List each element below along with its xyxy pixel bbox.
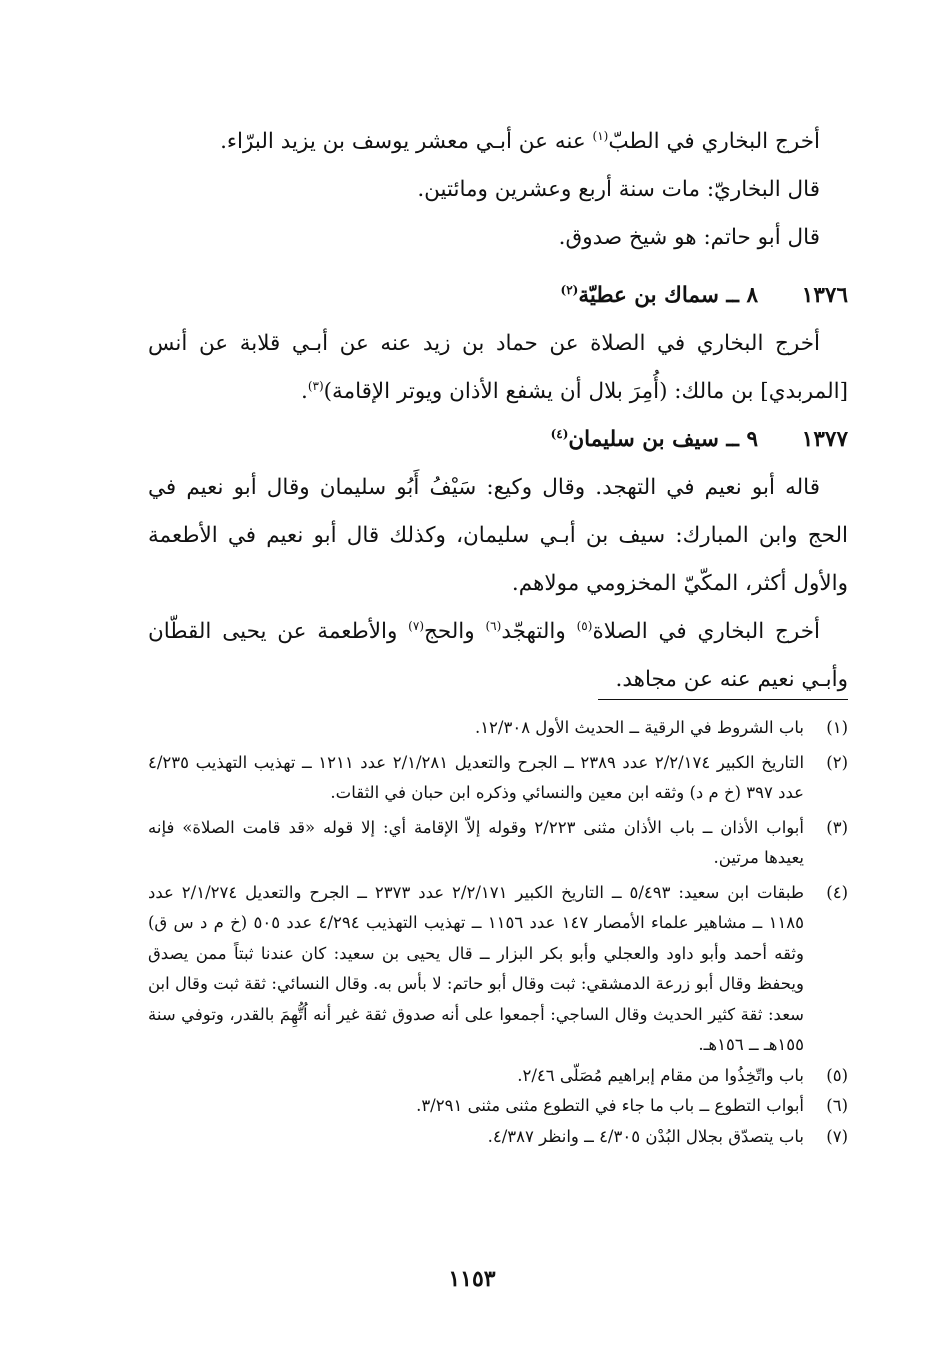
- footnote-ref-5[interactable]: (٥): [576, 618, 593, 633]
- footnote-separator: [598, 699, 848, 700]
- entry-name: ٩ ــ سيف بن سليمان$^{(٤)}$: [550, 426, 758, 452]
- footnote-text: طبقات ابن سعيد: ٥/٤٩٣ ــ التاريخ الكبير ٢/٢/١٧١ عدد ٢٣٧٣ ــ الجرح والتعديل ٢/١/٢٧٤ عدد ١١٨٥ ــ مشاهير علماء الأمصار ١٤٧ عدد ١١٥٦ ــ تهذيب التهذيب ٤/٢٩٤ عدد ٥٠٥ (خ م د س ق) وثقه أحمد وأبو داود والعجلي وأبو بكر البزار ــ قال يحيى بن سعيد: كان عندنا ثبتاً ممن يصدق ويحفظ وقال أبو زرعة الدمشقي: ثبت وقال أبو حاتم: لا بأس به. وقال النسائي: ثقة ثبت وقال ابن سعد: ثقة كثير الحديث وقال الساجي: أجمعوا على أنه صدوق ثقة غير أنه اُتُّهِمَ بالقدر، وتوفي سنة ١٥٥هـ ــ ١٥٦هـ.: [148, 882, 805, 1054]
- footnote-1: [148, 713, 848, 744]
- entry-number: ١٣٧٦: [801, 283, 848, 308]
- footnote-4: [148, 878, 848, 1061]
- footnote-text: باب واتّخِذُوا من مقام إبراهيم مُصَلّى ٢/٤٦.: [517, 1065, 804, 1085]
- footnote-ref-6[interactable]: (٦): [485, 618, 502, 633]
- footnote-5: [148, 1061, 848, 1092]
- footnote-mark: (٤): [826, 882, 848, 902]
- main-text: [148, 118, 848, 704]
- footnote-6: [148, 1091, 848, 1122]
- footnote-text: باب يتصدّق بجلال البُدْن ٤/٣٠٥ ــ وانظر ٤/٣٨٧.: [487, 1126, 804, 1146]
- footnote-2: [148, 748, 848, 809]
- footnote-mark: (٦): [826, 1096, 848, 1115]
- paragraph-6: أخرج البخاري في الصلاة$^{(٥)}$ والتهجّد$^{(٦)}$ والحج$^{(٧)}$ والأطعمة عن يحيى القطّان وأبـي نعيم عنه عن مجاهد.: [148, 618, 848, 692]
- footnote-mark: (٥): [826, 1065, 848, 1085]
- paragraph-1: أخرج البخاري في الطبّ$^{(١)}$ عنه عن أبـي معشر يوسف بن يزيد البرّاء.: [220, 128, 820, 154]
- paragraph-4: أخرج البخاري في الصلاة عن حماد بن زيد عنه عن أبـي قلابة عن أنس [المربدي] بن مالك: (أُمِرَ بلال أن يشفع الأذان ويوتر الإقامة)$^{(٣)}$.: [148, 331, 848, 404]
- footnote-text: أبواب التطوع ــ باب ما جاء في التطوع مثنى مثنى ٣/٢٩١.: [416, 1096, 804, 1115]
- footnote-ref-2[interactable]: (٢): [560, 282, 579, 297]
- entry-number: ١٣٧٧: [801, 427, 848, 452]
- entry-heading-1376: [148, 272, 848, 320]
- footnote-ref-1[interactable]: (١): [592, 128, 609, 143]
- footnote-3: [148, 813, 848, 874]
- entry-name: ٨ ــ سماك بن عطيّة$^{(٢)}$: [560, 282, 758, 308]
- footnote-mark: (٢): [826, 752, 848, 772]
- paragraph-3: قال أبو حاتم: هو شيخ صدوق.: [558, 225, 820, 250]
- footnote-text: التاريخ الكبير ٢/٢/١٧٤ عدد ٢٣٨٩ ــ الجرح والتعديل ٢/١/٢٨١ عدد ١٢١١ ــ تهذيب التهذيب ٤/٢٣٥ عدد ٣٩٧ (خ م د) وثقه ابن معين والنسائي وذكره ابن حبان في الثقات.: [148, 752, 805, 802]
- footnote-7: [148, 1122, 848, 1153]
- paragraph-5: قاله أبو نعيم في التهجد. وقال وكيع: سَيْفُ أَبُو سليمان وقال أبو نعيم في الحج وابن المبارك: سيف بن أبـي سليمان، وكذلك قال أبو نعيم في الأطعمة والأول أكثر، المكّيّ المخزومي مولاهم.: [148, 475, 848, 596]
- footnote-ref-7[interactable]: (٧): [408, 618, 424, 633]
- footnote-ref-3[interactable]: (٣): [307, 378, 324, 393]
- footnote-mark: (١): [826, 718, 848, 737]
- footnote-ref-4[interactable]: (٤): [550, 426, 569, 441]
- footnote-mark: (٣): [826, 817, 848, 837]
- footnote-text: أبواب الأذان ــ باب الأذان مثنى ٢/٢٢٣ وقوله إلاّ الإقامة أي: إلا قوله «قد قامت الصلاة» فإنه يعيدها مرتين.: [148, 817, 804, 867]
- paragraph-2: قال البخاريّ: مات سنة أربع وعشرين ومائتين.: [417, 177, 820, 202]
- entry-heading-1377: [148, 416, 848, 464]
- page-number: ١١٥٣: [448, 1266, 496, 1292]
- footnotes: [148, 713, 848, 1152]
- footnote-mark: (٧): [826, 1126, 848, 1146]
- footnote-text: باب الشروط في الرقية ــ الحديث الأول ١٢/٣٠٨.: [474, 718, 804, 737]
